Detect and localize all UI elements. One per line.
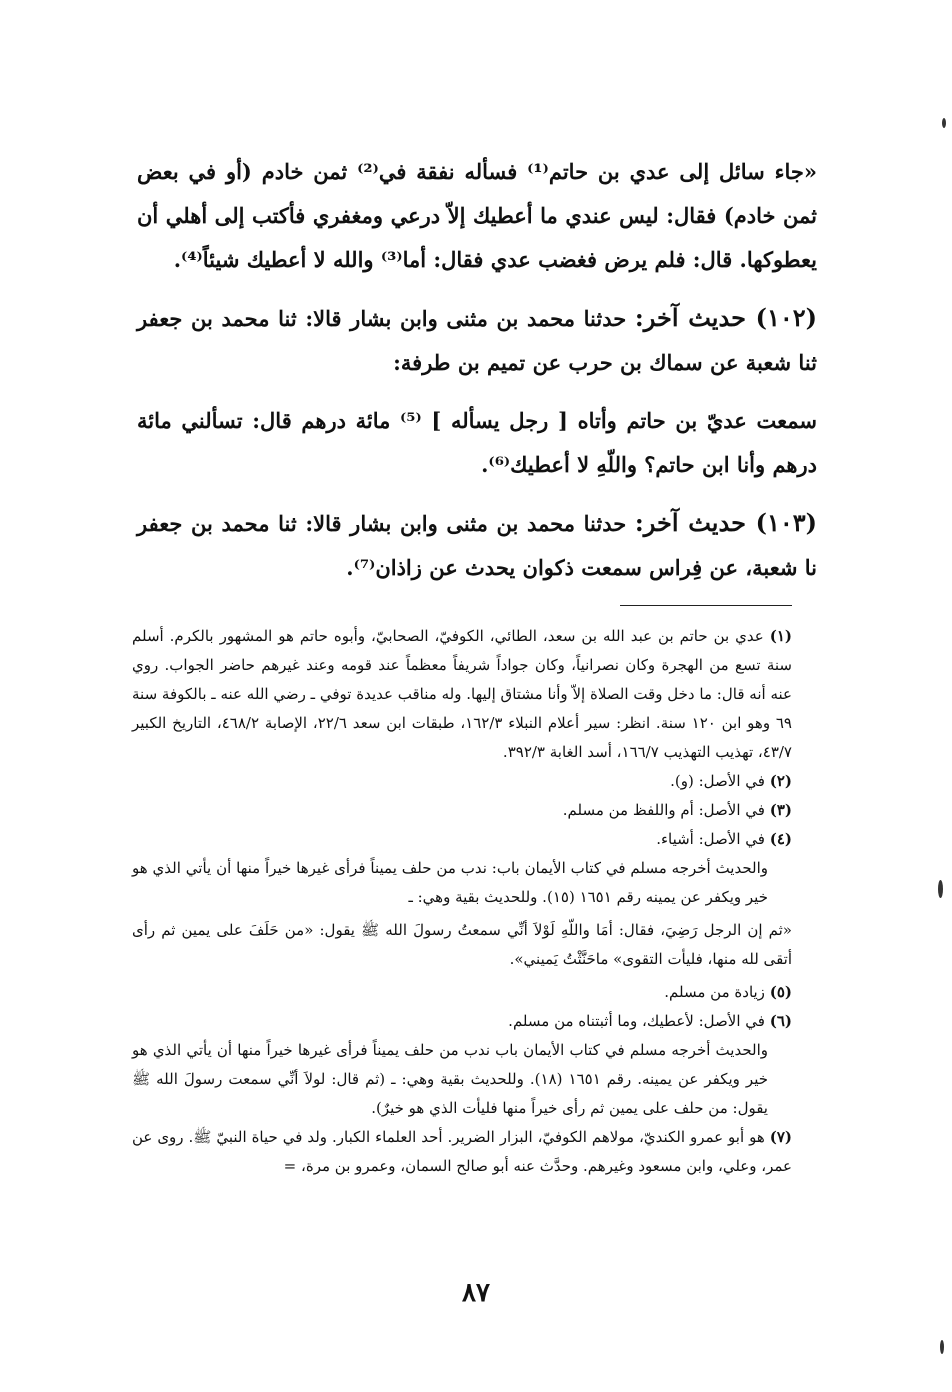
footnote-7	[132, 1123, 792, 1181]
footnote-5-number: (٥)	[769, 983, 792, 1001]
main-text	[137, 150, 817, 604]
footnote-5-text: زيادة من مسلم.	[664, 983, 765, 1001]
footnote-4	[132, 825, 792, 854]
footnote-6-continuation: والحديث أخرجه مسلم في كتاب الأيمان باب ندب من حلف يميناً فرأى غيرها خيراً منها أن يأتي الذي هو خير ويكفر عن يمينه. رقم ١٦٥١ (١٨). وللحديث بقية وهي: ـ (ثم قال: لولاَ أنِّي سمعت رسولَ الله ﷺ يقول: من حلف على يمين ثم رأى خيراً منها فليأت الذي هو خيرٌ).	[132, 1041, 768, 1117]
footnote-5	[132, 978, 792, 1007]
scan-speck	[940, 1340, 944, 1354]
footnotes	[132, 622, 792, 1181]
scan-speck	[938, 880, 943, 898]
paragraph-narration: «جاء سائل إلى عدي بن حاتم⁽¹⁾ فسأله نفقة في⁽²⁾ ثمن خادم (أو في بعض ثمن خادم) فقال: ليس عندي ما أعطيك إلاّ درعي ومغفري فأكتب إلى أهلي أن يعطوكها. قال: فلم يرض فغضب عدي فقال: أما⁽³⁾ والله لا أعطيك شيئاً⁽⁴⁾.	[137, 159, 817, 272]
scan-speck	[942, 118, 946, 128]
footnote-4-number: (٤)	[769, 830, 792, 848]
footnote-1	[132, 622, 792, 767]
footnote-3	[132, 796, 792, 825]
footnote-7-number: (٧)	[769, 1128, 792, 1146]
footnote-3-number: (٣)	[769, 801, 792, 819]
footnote-6-text: في الأصل: لأعطيك، وما أثبتناه من مسلم.	[508, 1012, 765, 1030]
paragraph-hadith-103	[137, 501, 817, 590]
hadith-102-text: حدثنا محمد بن مثنى وابن بشار قالا: ثنا محمد بن جعفر ثنا شعبة عن سماك بن حرب عن تميم بن طرفة:	[137, 306, 817, 375]
footnote-7-text: هو أبو عمرو الكنديّ، مولاهم الكوفيّ، البزار الضرير. أحد العلماء الكبار. ولد في حياة النبيّ ﷺ. روى عن عمر، وعلي، وابن مسعود وغيرهم. وحدَّث عنه أبو صالح السمان، وعمرو بن مرة، =	[132, 1128, 792, 1175]
footnote-6	[132, 1007, 792, 1036]
paragraph-hadith-102	[137, 296, 817, 385]
footnote-1-number: (١)	[769, 627, 792, 645]
paragraph-adi-saying: سمعت عديّ بن حاتم وأتاه [ رجل يسأله ] ⁽⁵⁾ مائة درهم قال: تسألني مائة درهم وأنا ابن حاتم؟ واللّهِ لا أعطيك⁽⁶⁾.	[137, 408, 817, 477]
footnote-4-quote: «ثم إن الرجل رَضِيَ، فقال: أمَا واللّهِ لَوْلاَ أنِّي سمعتُ رسولَ الله ﷺ يقول: «من حَلَفَ على يمين ثم رأى أتقى لله منها، فليأت التقوى» ماحَنَّثْتُ يَميني».	[132, 921, 792, 968]
footnote-2-text: في الأصل: (و).	[670, 772, 765, 790]
hadith-102-label: (١٠٢) حديث آخر:	[634, 303, 817, 332]
footnote-2-number: (٢)	[769, 772, 792, 790]
footnote-2	[132, 767, 792, 796]
footnote-1-text: عدي بن حاتم بن عبد الله بن سعد، الطائي، الكوفيّ، الصحابيّ، وأبوه حاتم هو المشهور بالكرم. أسلم سنة تسع من الهجرة وكان نصرانياً، وكان جواداً شريفاً معظماً عند قومه وعند غيرهم حاضر الجواب. روي عنه أنه قال: ما دخل وقت الصلاة إلاّ وأنا مشتاق إليها. وله مناقب عديدة توفي ـ رضي الله عنه ـ بالكوفة سنة ٦٩ وهو ابن ١٢٠ سنة. انظر: سير أعلام النبلاء ١٦٢/٣، طبقات ابن سعد ٢٢/٦، الإصابة ٤٦٨/٢، التاريخ الكبير ٤٣/٧، تهذيب التهذيب ١٦٦/٧، أسد الغابة ٣٩٢/٣.	[132, 627, 792, 761]
footnote-6-number: (٦)	[769, 1012, 792, 1030]
hadith-103-text: حدثنا محمد بن مثنى وابن بشار قالا: ثنا محمد بن جعفر نا شعبة، عن فِراس سمعت ذكوان يحدث عن زاذان⁽⁷⁾.	[137, 511, 817, 580]
footnote-divider	[620, 605, 792, 606]
footnote-4-text: في الأصل: أشياء.	[656, 830, 765, 848]
footnote-3-text: في الأصل: أم واللفظ من مسلم.	[562, 801, 765, 819]
hadith-103-label: (١٠٣) حديث آخر:	[634, 508, 817, 537]
page-number: ٨٧	[462, 1278, 490, 1308]
footnote-4-continuation: والحديث أخرجه مسلم في كتاب الأيمان باب: ندب من حلف يميناً فرأى غيرها خيراً منها أن يأتي الذي هو خير ويكفر عن يمينه رقم ١٦٥١ (١٥). وللحديث بقية وهي: ـ	[132, 859, 768, 906]
